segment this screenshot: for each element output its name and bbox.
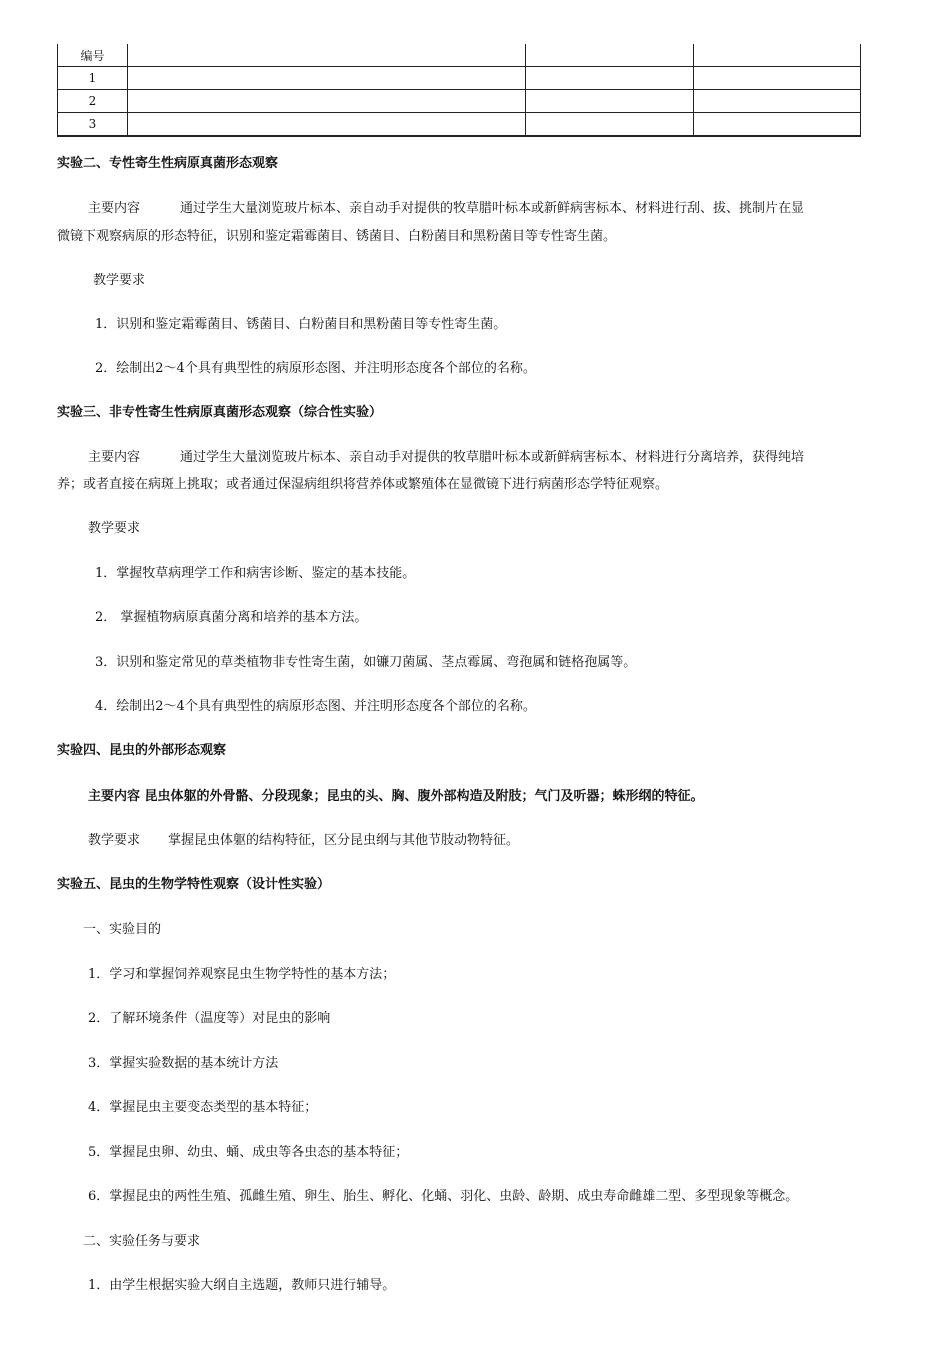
table-cell [694,113,861,137]
table-header-number: 编号 [58,44,128,67]
exp3-title: 实验三、非专性寄生性病原真菌形态观察（综合性实验） [57,405,383,420]
exp5-objective-item: 4．掌握昆虫主要变态类型的基本特征； [88,1100,318,1115]
exp2-req-2: 2．绘制出2～4个具有典型性的病原形态图、并注明形态度各个部位的名称。 [95,361,536,376]
exp4-req-text: 掌握昆虫体躯的结构特征，区分昆虫纲与其他节肢动物特征。 [168,833,520,848]
exp2-req-label: 教学要求 [93,273,146,288]
exp5-objective-item: 3．掌握实验数据的基本统计方法 [88,1056,279,1071]
table-header-row [58,44,861,67]
table-cell [694,67,861,90]
exp2-content-text: 通过学生大量浏览玻片标本、亲自动手对提供的牧草腊叶标本或新鲜病害标本、材料进行刮、拔、挑制片在显 [180,201,805,216]
exp3-req-4: 4．绘制出2～4个具有典型性的病原形态图、并注明形态度各个部位的名称。 [95,699,536,714]
exp3-req-label: 教学要求 [88,521,141,536]
table-cell [128,113,526,137]
exp4-title: 实验四、昆虫的外部形态观察 [57,743,227,758]
table-cell [128,67,526,90]
exp2-content-label: 主要内容 [88,201,141,216]
table-row [58,90,861,113]
exp5-title: 实验五、昆虫的生物学特性观察（设计性实验） [57,877,331,892]
exp5-objective-item: 5．掌握昆虫卵、幼虫、蛹、成虫等各虫态的基本特征； [88,1145,409,1160]
table-cell [694,90,861,113]
exp3-req-3: 3．识别和鉴定常见的草类植物非专性寄生菌，如镰刀菌属、茎点霉属、弯孢属和链格孢属等。 [95,655,637,670]
exp2-req-1: 1．识别和鉴定霜霉菌目、锈菌目、白粉菌目和黑粉菌目等专性寄生菌。 [95,317,507,332]
exp4-req-line [88,832,519,850]
table-row-number: 2 [58,90,128,113]
exp3-content-line1 [88,449,804,467]
table-row [58,113,861,137]
table-cell [526,44,694,67]
exp3-content-line2: 养；或者直接在病斑上挑取；或者通过保湿病组织将营养体或繁殖体在显微镜下进行病菌形态学特征观察。 [57,477,669,492]
exp5-objective-item: 2．了解环境条件（温度等）对昆虫的影响 [88,1011,331,1026]
table-row [58,67,861,90]
exp3-content-label: 主要内容 [88,450,141,465]
table-cell [526,113,694,137]
sample-table [57,44,861,137]
exp5-section-objectives: 一、实验目的 [83,922,162,937]
table-row-number: 1 [58,67,128,90]
exp4-req-label: 教学要求 [88,833,141,848]
table-cell [526,67,694,90]
table-cell [128,90,526,113]
exp5-section-tasks: 二、实验任务与要求 [83,1234,201,1249]
exp2-content-line2: 微镜下观察病原的形态特征，识别和鉴定霜霉菌目、锈菌目、白粉菌目和黑粉菌目等专性寄生菌。 [57,229,617,244]
table-row-number: 3 [58,113,128,137]
table-cell [694,44,861,67]
exp5-objective-item: 6．掌握昆虫的两性生殖、孤雌生殖、卵生、胎生、孵化、化蛹、羽化、虫龄、龄期、成虫寿命雌雄二型、多型现象等概念。 [88,1189,799,1204]
exp4-content: 主要内容 昆虫体躯的外骨骼、分段现象；昆虫的头、胸、腹外部构造及附肢；气门及听器；蛛形纲的特征。 [88,789,704,804]
exp5-objective-item: 1．学习和掌握饲养观察昆虫生物学特性的基本方法； [88,967,396,982]
exp2-title: 实验二、专性寄生性病原真菌形态观察 [57,156,279,171]
exp3-req-1: 1．掌握牧草病理学工作和病害诊断、鉴定的基本技能。 [95,566,416,581]
exp5-task-item: 1．由学生根据实验大纲自主选题，教师只进行辅导。 [88,1278,396,1293]
table-cell [526,90,694,113]
exp2-content-line1 [88,200,804,218]
exp3-content-text: 通过学生大量浏览玻片标本、亲自动手对提供的牧草腊叶标本或新鲜病害标本、材料进行分离培养，获得纯培 [180,450,805,465]
exp3-req-2: 2． 掌握植物病原真菌分离和培养的基本方法。 [95,610,368,625]
table-cell [128,44,526,67]
